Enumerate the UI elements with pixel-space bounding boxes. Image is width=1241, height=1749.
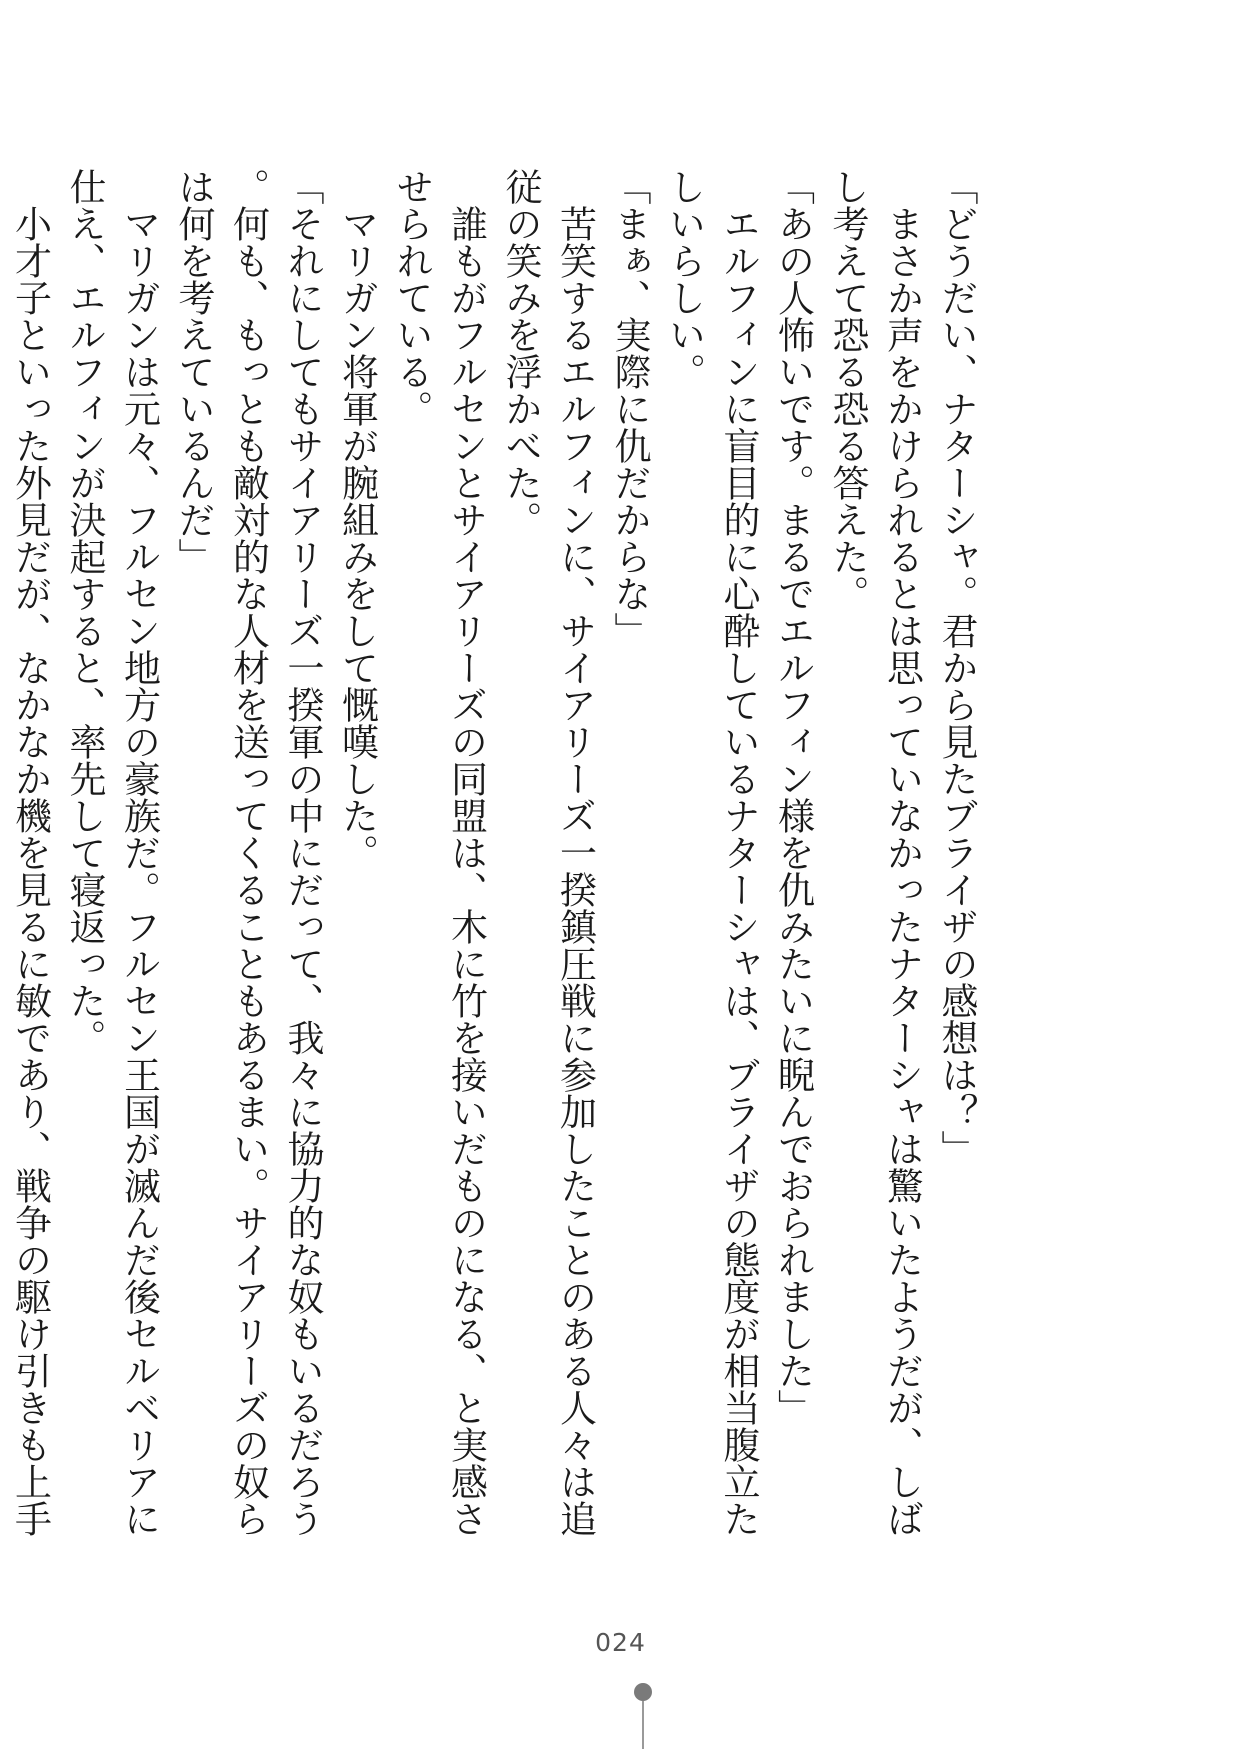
paragraph-4: エルフィンに盲目的に心酔しているナターシャは、ブライザの態度が相当腹立たしいらしい。 (662, 168, 760, 1537)
page-marker-dot (634, 1683, 652, 1701)
page-marker-line (642, 1701, 644, 1749)
paragraph-9: 「それにしてもサイアリーズ一揆軍の中にだって、我々に協力的な奴もいるだろう。何も、もっとも敵対的な人材を送ってくることもあるまい。サイアリーズの奴らは何を考えているんだ」 (172, 168, 324, 1537)
paragraph-10: マリガンは元々、フルセン地方の豪族だ。フルセン王国が滅んだ後セルベリアに仕え、エルフィンが決起すると、率先して寝返った。 (63, 168, 161, 1537)
paragraph-11: 小才子といった外見だが、なかなか機を見るに敏であり、戦争の駆け引きも上手 (8, 205, 52, 1537)
page-number: 024 (595, 1628, 646, 1657)
paragraph-6: 苦笑するエルフィンに、サイアリーズ一揆鎮圧戦に参加したことのある人々は追従の笑みを浮かべた。 (499, 168, 597, 1537)
paragraph-2: まさか声をかけられるとは思っていなかったナターシャは驚いたようだが、しばし考えて恐る恐る答えた。 (826, 168, 924, 1537)
paragraph-3: 「あの人怖いです。まるでエルフィン様を仇みたいに睨んでおられました」 (771, 168, 815, 1426)
paragraph-8: マリガン将軍が腕組みをして慨嘆した。 (335, 205, 379, 871)
paragraph-5: 「まぁ、実際に仇だからな」 (608, 168, 651, 649)
body-text (8, 168, 983, 1558)
paragraph-7: 誰もがフルセンとサイアリーズの同盟は、木に竹を接いだものになる、と実感させられている。 (390, 168, 488, 1537)
paragraph-1: 「どうだい、ナターシャ。君から見たブライザの感想は？」 (935, 168, 978, 1167)
